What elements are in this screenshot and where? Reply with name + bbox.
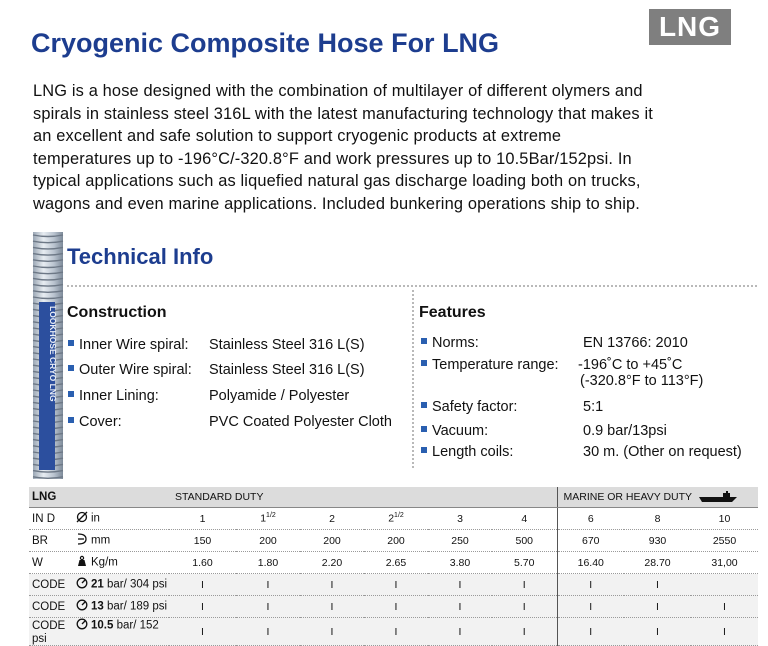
table-cell bbox=[300, 618, 364, 646]
row-unit: bar/ 189 psi bbox=[107, 600, 168, 613]
cell-value: I bbox=[330, 578, 334, 591]
bullet-icon bbox=[68, 417, 74, 423]
table-cell bbox=[428, 508, 492, 530]
construction-label: Outer Wire spiral: bbox=[79, 362, 192, 378]
pressure-icon bbox=[73, 618, 91, 633]
cell-value: 3 bbox=[457, 512, 463, 525]
bullet-icon bbox=[68, 365, 74, 371]
table-cell bbox=[364, 552, 428, 574]
construction-label: Inner Lining: bbox=[79, 388, 159, 404]
section-divider bbox=[67, 285, 757, 287]
row-label bbox=[29, 596, 169, 618]
table-cell bbox=[236, 574, 300, 596]
row-code: BR bbox=[32, 534, 48, 547]
table-cell bbox=[364, 530, 428, 552]
construction-value: Stainless Steel 316 L(S) bbox=[209, 337, 365, 353]
bullet-icon bbox=[68, 391, 74, 397]
bullet-icon bbox=[421, 426, 427, 432]
cell-value: 6 bbox=[587, 512, 594, 525]
row-code: IN D bbox=[32, 512, 55, 525]
feature-row bbox=[421, 335, 479, 351]
table-row bbox=[29, 530, 758, 552]
hose-image bbox=[29, 232, 67, 479]
cell-value: 200 bbox=[387, 534, 405, 547]
cell-value: 1.80 bbox=[257, 556, 279, 569]
cell-value: 2550 bbox=[712, 534, 737, 547]
row-unit: mm bbox=[91, 534, 111, 547]
table-cell bbox=[428, 596, 492, 618]
table-cell bbox=[300, 530, 364, 552]
cell-value: I bbox=[723, 625, 726, 638]
table-cell bbox=[236, 618, 300, 646]
cell-value: I bbox=[394, 578, 398, 591]
table-cell bbox=[624, 552, 691, 574]
cell-value: 5.70 bbox=[514, 556, 535, 569]
column-divider bbox=[412, 290, 414, 468]
cell-value: 1 bbox=[199, 512, 206, 525]
pressure-value: 13 bbox=[91, 600, 104, 613]
feature-row bbox=[421, 399, 517, 415]
diameter-icon bbox=[73, 511, 91, 526]
feature-label: Temperature range: bbox=[432, 357, 559, 373]
construction-row bbox=[68, 414, 122, 430]
pressure-icon bbox=[73, 577, 91, 592]
table-row bbox=[29, 574, 758, 596]
row-code: CODE bbox=[32, 600, 66, 613]
feature-label: Vacuum: bbox=[432, 423, 489, 439]
cell-value: 500 bbox=[515, 534, 534, 547]
table-cell bbox=[300, 574, 364, 596]
table-cell bbox=[300, 552, 364, 574]
table-cell bbox=[557, 552, 624, 574]
cell-value: I bbox=[589, 625, 593, 638]
table-cell bbox=[300, 508, 364, 530]
construction-label: Cover: bbox=[79, 414, 122, 430]
row-unit: Kg/m bbox=[91, 556, 118, 569]
cell-value: 250 bbox=[451, 534, 469, 547]
table-cell bbox=[169, 508, 236, 530]
cell-value: I bbox=[394, 600, 398, 613]
bend-radius-icon bbox=[73, 533, 91, 548]
table-cell bbox=[492, 508, 557, 530]
lng-badge: LNG bbox=[649, 9, 731, 45]
row-code: CODE bbox=[32, 578, 66, 591]
row-unit: bar/ 304 psi bbox=[107, 578, 168, 591]
cell-value: I bbox=[589, 600, 593, 613]
construction-value: PVC Coated Polyester Cloth bbox=[209, 414, 392, 430]
cell-value: I bbox=[723, 600, 726, 613]
table-cell bbox=[492, 530, 557, 552]
table-cell bbox=[364, 574, 428, 596]
table-cell bbox=[169, 596, 236, 618]
table-cell bbox=[428, 574, 492, 596]
table-cell bbox=[691, 552, 758, 574]
cell-value: I bbox=[656, 578, 659, 591]
cell-value: 28.70 bbox=[644, 556, 671, 569]
cell-fraction: 1/2 bbox=[266, 512, 276, 520]
cell-value: I bbox=[266, 578, 270, 591]
table-cell bbox=[169, 574, 236, 596]
feature-label: Length coils: bbox=[432, 444, 514, 460]
table-cell bbox=[624, 574, 691, 596]
bullet-icon bbox=[421, 402, 427, 408]
table-row bbox=[29, 508, 758, 530]
table-cell bbox=[169, 618, 236, 646]
table-cell bbox=[492, 574, 557, 596]
cell-value: 10 bbox=[718, 512, 731, 525]
cell-value: I bbox=[589, 578, 593, 591]
table-cell bbox=[300, 596, 364, 618]
feature-row bbox=[421, 423, 488, 439]
construction-row bbox=[68, 362, 192, 378]
table-cell bbox=[169, 530, 236, 552]
cell-value: 1.60 bbox=[192, 556, 213, 569]
table-cell bbox=[492, 552, 557, 574]
table-cell bbox=[557, 574, 624, 596]
table-cell bbox=[428, 618, 492, 646]
cell-value: I bbox=[266, 600, 270, 613]
features-heading: Features bbox=[419, 304, 486, 321]
feature-row bbox=[421, 357, 559, 373]
row-code: CODE bbox=[32, 619, 66, 632]
cell-value: 200 bbox=[323, 534, 341, 547]
table-cell bbox=[236, 552, 300, 574]
row-unit: bar/ 152 psi bbox=[32, 619, 159, 645]
feature-value: 0.9 bar/13psi bbox=[583, 423, 667, 439]
construction-heading: Construction bbox=[67, 304, 167, 321]
intro-paragraph: LNG is a hose designed with the combination of multilayer of different olymers and spirals in stainless steel 316L with the latest manufacturing technology that makes it an excellent and safe solution to support cryogenic products at extreme temperatures up to -196°C/-320.8°F and work pressures up to 10.5Bar/152psi. In typical applications such as liquefied natural gas discharge loading both on trucks, wagons and even marine applications. Included bunkering operations ship to ship. bbox=[33, 82, 653, 213]
cell-value: 2 bbox=[388, 512, 395, 525]
weight-icon bbox=[73, 555, 91, 570]
spec-table bbox=[29, 487, 758, 646]
cell-value: 16.40 bbox=[577, 556, 604, 569]
row-label bbox=[29, 574, 169, 596]
bullet-icon bbox=[421, 360, 427, 366]
feature-label: Norms: bbox=[432, 335, 479, 351]
table-cell bbox=[557, 596, 624, 618]
cell-value: I bbox=[266, 625, 270, 638]
table-cell bbox=[624, 618, 691, 646]
cell-value: I bbox=[201, 600, 204, 613]
pressure-icon bbox=[73, 599, 91, 614]
table-row bbox=[29, 552, 758, 574]
cell-value: 200 bbox=[259, 534, 277, 547]
table-header-row bbox=[29, 487, 758, 508]
table-cell bbox=[624, 508, 691, 530]
table-cell bbox=[557, 530, 624, 552]
cell-value: 2.20 bbox=[321, 556, 343, 569]
table-cell bbox=[557, 508, 624, 530]
table-row bbox=[29, 618, 758, 646]
cell-fraction: 1/2 bbox=[394, 512, 404, 520]
table-cell bbox=[624, 596, 691, 618]
cell-value: I bbox=[522, 600, 526, 613]
cell-value: 3.80 bbox=[449, 556, 471, 569]
feature-value: 30 m. (Other on request) bbox=[583, 444, 742, 460]
cell-value: 31,00 bbox=[711, 556, 738, 569]
cell-value: 150 bbox=[193, 534, 212, 547]
table-cell bbox=[691, 618, 758, 646]
feature-row bbox=[421, 444, 513, 460]
cell-value: 2 bbox=[329, 512, 335, 525]
page-title: Cryogenic Composite Hose For LNG bbox=[31, 28, 500, 58]
marine-duty-header bbox=[557, 487, 758, 508]
cell-value: I bbox=[394, 625, 398, 638]
table-cell bbox=[691, 596, 758, 618]
table-cell bbox=[492, 596, 557, 618]
row-label bbox=[29, 552, 169, 574]
cell-value: I bbox=[656, 600, 659, 613]
table-cell bbox=[691, 530, 758, 552]
table-cell bbox=[236, 508, 300, 530]
row-label bbox=[29, 618, 169, 646]
feature-label: Safety factor: bbox=[432, 399, 518, 415]
cell-value: I bbox=[522, 625, 526, 638]
table-cell bbox=[364, 508, 428, 530]
table-cell bbox=[428, 530, 492, 552]
bullet-icon bbox=[421, 338, 427, 344]
standard-duty-header: STANDARD DUTY bbox=[169, 487, 557, 508]
construction-label: Inner Wire spiral: bbox=[79, 337, 189, 353]
cell-value: I bbox=[330, 625, 334, 638]
construction-row bbox=[68, 388, 159, 404]
section-title-technical-info: Technical Info bbox=[67, 244, 214, 269]
row-code: W bbox=[32, 556, 43, 569]
table-cell bbox=[492, 618, 557, 646]
table-cell bbox=[557, 618, 624, 646]
table-cell bbox=[624, 530, 691, 552]
pressure-value: 10.5 bbox=[91, 619, 114, 632]
cell-value: I bbox=[522, 578, 526, 591]
cell-value: 930 bbox=[648, 534, 667, 547]
bullet-icon bbox=[421, 447, 427, 453]
cell-value: 1 bbox=[260, 512, 267, 525]
construction-row bbox=[68, 337, 189, 353]
table-cell bbox=[364, 596, 428, 618]
table-row bbox=[29, 596, 758, 618]
cell-value: I bbox=[201, 625, 204, 638]
cell-value: I bbox=[458, 625, 462, 638]
table-name: LNG bbox=[29, 487, 169, 508]
table-cell bbox=[691, 508, 758, 530]
table-cell bbox=[236, 530, 300, 552]
hose-print: LOOKHOSE CRYO LNG bbox=[48, 306, 58, 402]
construction-value: Polyamide / Polyester bbox=[209, 388, 350, 404]
construction-value: Stainless Steel 316 L(S) bbox=[209, 362, 365, 378]
feature-value: EN 13766: 2010 bbox=[583, 335, 688, 351]
table-cell bbox=[364, 618, 428, 646]
cell-value: 2.65 bbox=[385, 556, 407, 569]
table-cell bbox=[169, 552, 236, 574]
cell-value: 4 bbox=[521, 512, 528, 525]
feature-value: -196˚C to +45˚C bbox=[578, 357, 683, 373]
bullet-icon bbox=[68, 340, 74, 346]
table-cell bbox=[236, 596, 300, 618]
cell-value: 8 bbox=[654, 512, 661, 525]
cell-value: I bbox=[201, 578, 204, 591]
row-unit: in bbox=[91, 512, 100, 525]
cell-value: I bbox=[330, 600, 334, 613]
feature-value-secondary: (-320.8°F to 113°F) bbox=[580, 373, 704, 389]
row-label bbox=[29, 508, 169, 530]
table-cell bbox=[691, 574, 758, 596]
table-cell bbox=[428, 552, 492, 574]
row-label bbox=[29, 530, 169, 552]
cell-value: I bbox=[656, 625, 659, 638]
cell-value: I bbox=[458, 600, 462, 613]
cell-value: 670 bbox=[581, 534, 600, 547]
cell-value: I bbox=[458, 578, 462, 591]
marine-duty-label: MARINE OR HEAVY DUTY bbox=[563, 490, 692, 503]
pressure-value: 21 bbox=[91, 578, 104, 591]
ship-icon bbox=[699, 491, 737, 503]
feature-value: 5:1 bbox=[583, 399, 604, 415]
